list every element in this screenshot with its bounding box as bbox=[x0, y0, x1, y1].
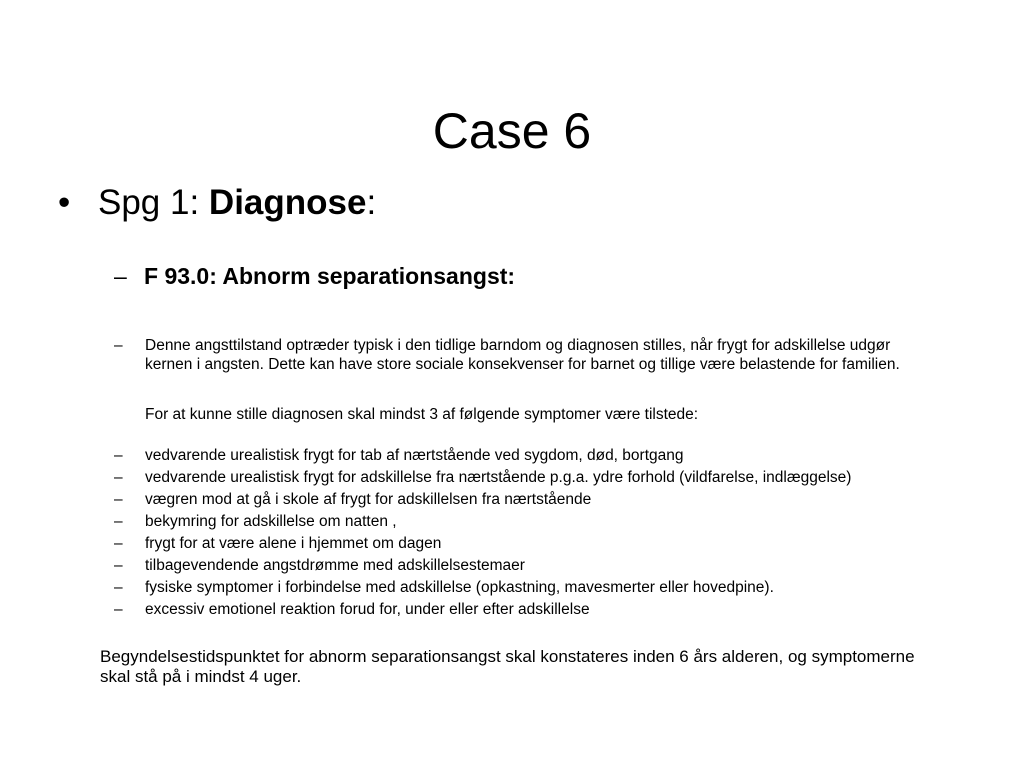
symptom-text: frygt for at være alene i hjemmet om dagen bbox=[145, 535, 442, 552]
dash-marker: – bbox=[114, 601, 123, 618]
dash-marker: – bbox=[114, 513, 123, 530]
slide-title: Case 6 bbox=[432, 102, 592, 159]
symptom-text: excessiv emotionel reaktion forud for, under eller efter adskillelse bbox=[145, 601, 590, 618]
intro-text: Denne angsttilstand optræder typisk i den tidlige barndom og diagnosen stilles, når frygt for adskillelse udgør kernen i angsten. Dette kan have store sociale konsekvenser for barnet og tillige være belastende for familien. bbox=[145, 337, 900, 373]
symptom-text: tilbagevendende angstdrømme med adskillelsestemaer bbox=[145, 557, 525, 574]
symptom-list bbox=[114, 446, 851, 622]
symptom-text: vedvarende urealistisk frygt for tab af nærtstående ved sygdom, død, bortgang bbox=[145, 447, 684, 464]
bullet-dot: • bbox=[58, 183, 71, 222]
question-prefix: Spg 1: bbox=[98, 183, 209, 222]
onset-paragraph: Begyndelsestidspunktet for abnorm separationsangst skal konstateres inden 6 års alderen, og symptomerne skal stå på i mindst 4 uger. bbox=[100, 647, 915, 686]
list-item bbox=[114, 578, 851, 600]
dash-marker: – bbox=[114, 491, 123, 508]
intro-paragraph bbox=[114, 336, 934, 374]
diagnosis-label: F 93.0: Abnorm separationsangst: bbox=[144, 263, 516, 289]
dash-marker: – bbox=[114, 469, 123, 486]
list-item bbox=[114, 534, 851, 556]
question-suffix: : bbox=[366, 183, 377, 222]
dash-marker: – bbox=[114, 447, 123, 464]
dash-marker: – bbox=[114, 535, 123, 552]
question-bold-term: Diagnose bbox=[208, 183, 367, 222]
dash-marker: – bbox=[114, 557, 123, 574]
diagnosis-heading bbox=[114, 260, 515, 292]
list-item bbox=[114, 468, 851, 490]
symptom-text: bekymring for adskillelse om natten , bbox=[145, 513, 397, 530]
dash-marker: – bbox=[114, 263, 127, 289]
criteria-lead-text: For at kunne stille diagnosen skal mindst 3 af følgende symptomer være tilstede: bbox=[145, 406, 699, 423]
symptom-text: vedvarende urealistisk frygt for adskillelse fra nærtstående p.g.a. ydre forhold (vildfarelse, indlæggelse) bbox=[145, 469, 852, 486]
list-item bbox=[114, 490, 851, 512]
dash-marker: – bbox=[114, 337, 123, 354]
question-bullet bbox=[58, 180, 376, 226]
list-item bbox=[114, 556, 851, 578]
symptom-text: vægren mod at gå i skole af frygt for adskillelsen fra nærtstående bbox=[145, 491, 592, 508]
list-item bbox=[114, 446, 851, 468]
dash-marker: – bbox=[114, 579, 123, 596]
symptom-text: fysiske symptomer i forbindelse med adskillelse (opkastning, mavesmerter eller hovedpine). bbox=[145, 579, 774, 596]
list-item bbox=[114, 600, 851, 622]
list-item bbox=[114, 512, 851, 534]
